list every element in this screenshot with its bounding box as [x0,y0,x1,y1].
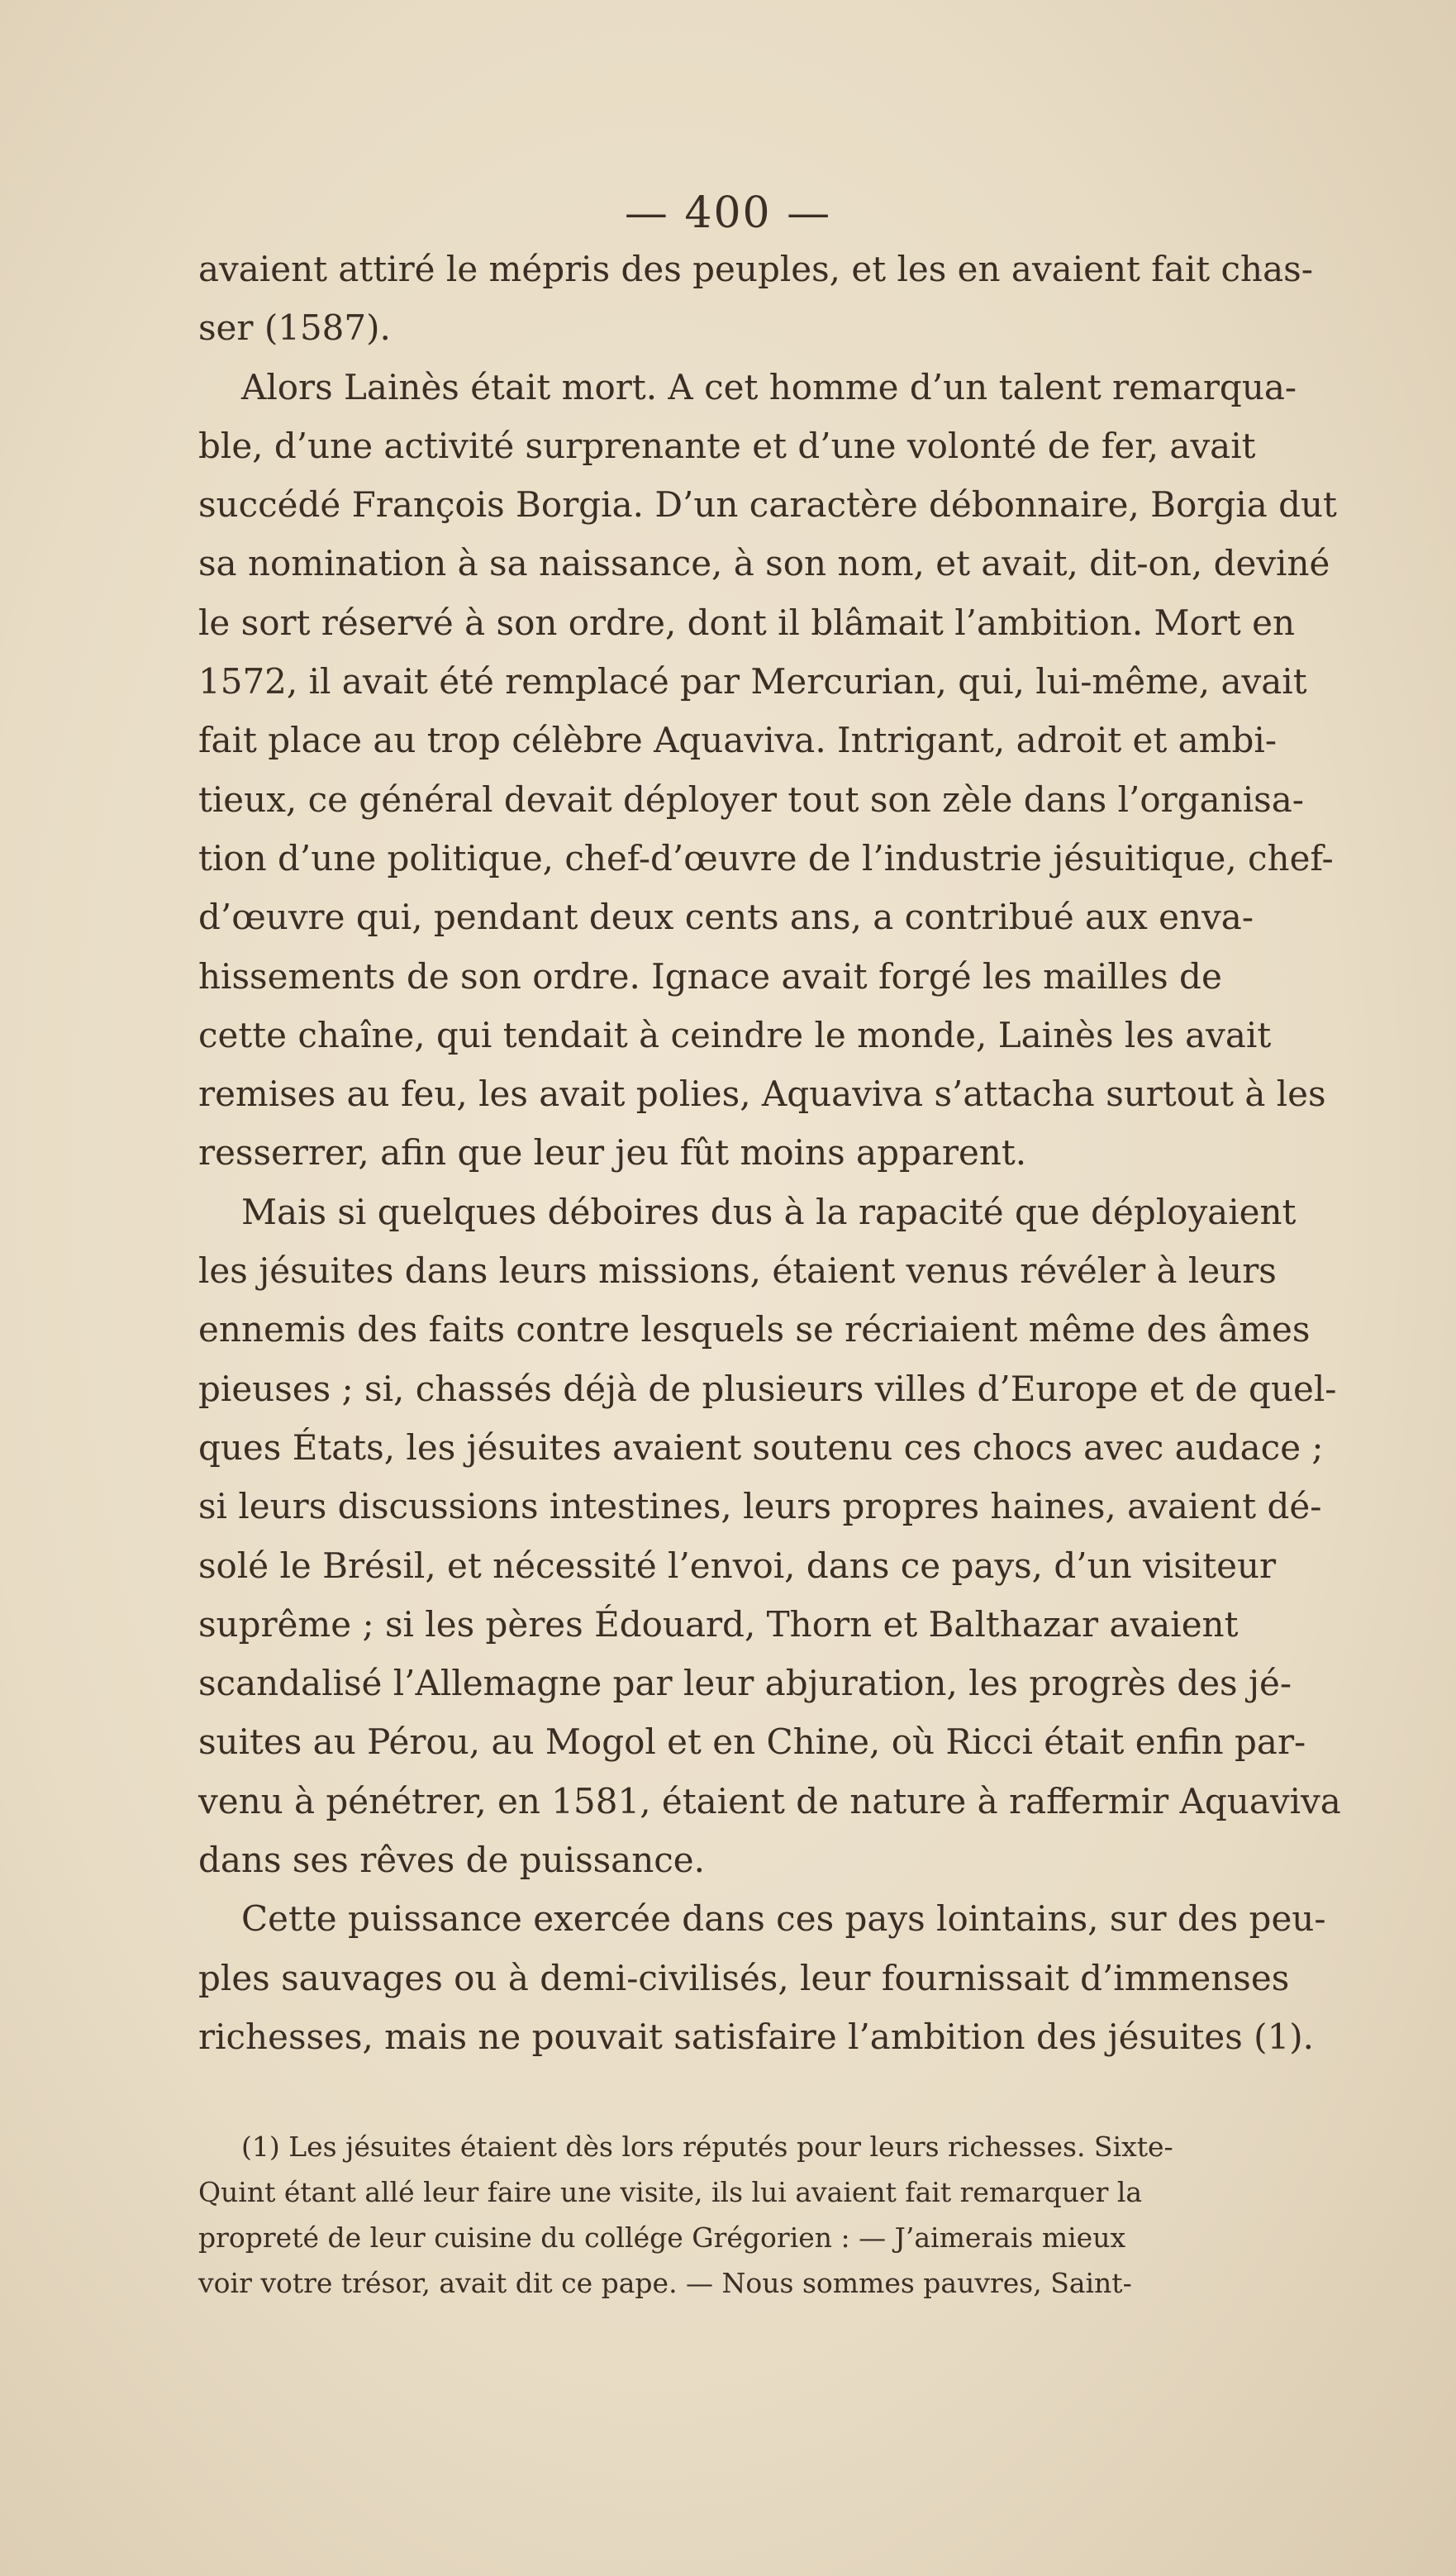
body-line: fait place au trop célèbre Aquaviva. Intrigant, adroit et ambi- [198,720,1278,761]
page-number: — 400 — [624,188,832,238]
body-line: scandalisé l’Allemagne par leur abjuration, les progrès des jé- [198,1663,1292,1704]
body-line: le sort réservé à son ordre, dont il blâmait l’ambition. Mort en [198,602,1296,643]
footnote-line: Quint étant allé leur faire une visite, ils lui avaient fait remarquer la [198,2176,1143,2208]
body-line: dans ses rêves de puissance. [198,1840,705,1881]
body-line: tieux, ce général devait déployer tout son zèle dans l’organisa- [198,779,1304,820]
body-text [198,240,1438,2066]
body-line: Cette puissance exercée dans ces pays lointains, sur des peu- [241,1898,1326,1940]
footnote-line: (1) Les jésuites étaient dès lors réputés pour leurs richesses. Sixte- [241,2131,1173,2163]
footnote-line: propreté de leur cuisine du collége Grégorien : — J’aimerais mieux [198,2221,1126,2254]
body-line: resserrer, afin que leur jeu fût moins apparent. [198,1132,1027,1174]
body-line: Alors Lainès était mort. A cet homme d’un talent remarqua- [241,366,1297,407]
body-line: d’œuvre qui, pendant deux cents ans, a contribué aux enva- [198,897,1254,938]
body-line: Mais si quelques déboires dus à la rapacité que déployaient [241,1191,1297,1232]
body-line: pieuses ; si, chassés déjà de plusieurs villes d’Europe et de quel- [198,1368,1337,1409]
body-line: sa nomination à sa naissance, à son nom, et avait, dit-on, deviné [198,543,1330,584]
body-line: ennemis des faits contre lesquels se récriaient même des âmes [198,1309,1311,1350]
body-line: solé le Brésil, et nécessité l’envoi, dans ce pays, d’un visiteur [198,1545,1277,1586]
body-line: ques États, les jésuites avaient soutenu ces chocs avec audace ; [198,1426,1324,1468]
body-line: ble, d’une activité surprenante et d’une volonté de fer, avait [198,425,1256,466]
body-line: avaient attiré le mépris des peuples, et les en avaient fait chas- [198,249,1313,289]
body-line: suites au Pérou, au Mogol et en Chine, où Ricci était enfin par- [198,1721,1306,1763]
body-line: succédé François Borgia. D’un caractère débonnaire, Borgia dut [198,484,1337,526]
body-line: suprême ; si les pères Édouard, Thorn et Balthazar avaient [198,1603,1239,1645]
footnote-line: voir votre trésor, avait dit ce pape. — Nous sommes pauvres, Saint- [198,2267,1132,2299]
footnotes [198,2124,1438,2306]
body-line: les jésuites dans leurs missions, étaient venus révéler à leurs [198,1250,1277,1292]
body-line: 1572, il avait été remplacé par Mercurian, qui, lui-même, avait [198,661,1307,702]
body-line: richesses, mais ne pouvait satisfaire l’ambition des jésuites (1). [198,2016,1315,2057]
body-line: hissements de son ordre. Ignace avait forgé les mailles de [198,955,1222,997]
body-line: ples sauvages ou à demi-civilisés, leur fournissait d’immenses [198,1957,1290,1998]
body-line: ser (1587). [198,307,391,349]
body-line: cette chaîne, qui tendait à ceindre le monde, Lainès les avait [198,1014,1272,1055]
body-line: remises au feu, les avait polies, Aquaviva s’attacha surtout à les [198,1074,1326,1115]
body-line: si leurs discussions intestines, leurs propres haines, avaient dé- [198,1486,1322,1527]
body-line: tion d’une politique, chef-d’œuvre de l’industrie jésuitique, chef- [198,837,1334,879]
body-line: venu à pénétrer, en 1581, étaient de nature à raffermir Aquaviva [198,1780,1341,1821]
